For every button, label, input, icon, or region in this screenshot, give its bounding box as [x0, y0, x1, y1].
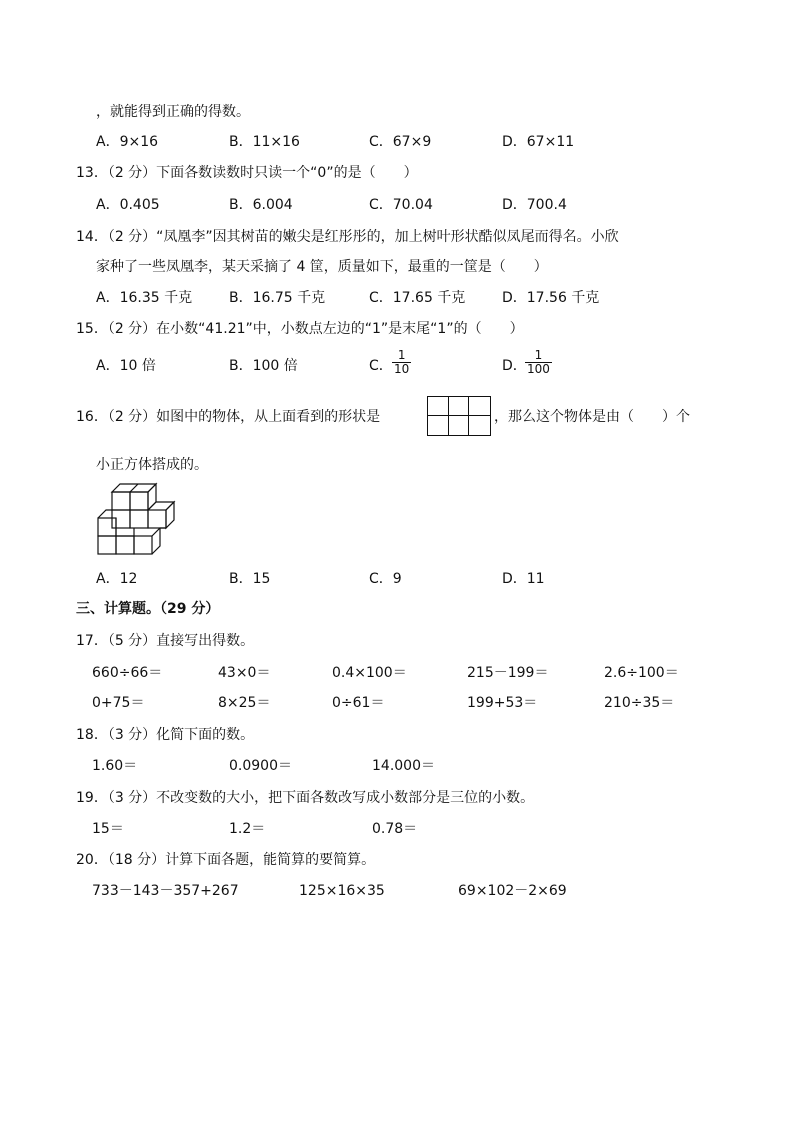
fraction-denominator: 10	[394, 362, 410, 376]
q12-option-a: A．9×16	[96, 134, 159, 150]
q18-item: 0.0900＝	[229, 758, 292, 774]
q13-stem: 13．（2 分）下面各数读数时只读一个“0”的是（ ）	[76, 165, 418, 181]
q16-option-c: C．9	[369, 571, 402, 587]
q18-item: 14.000＝	[372, 758, 435, 774]
q15-option-d-label: D．	[502, 358, 527, 374]
q20-item: 125×16×35	[299, 883, 385, 899]
q14-option-b: B．16.75 千克	[229, 290, 326, 306]
q17-item: 0.4×100＝	[332, 665, 407, 681]
fraction-denominator: 100	[527, 362, 550, 376]
q15-option-b: B．100 倍	[229, 358, 298, 374]
q19-item: 1.2＝	[229, 821, 266, 837]
q15-option-d-fraction	[525, 349, 552, 376]
q20-stem: 20．（18 分）计算下面各题，能简算的要简算。	[76, 852, 376, 868]
q12-option-d: D．67×11	[502, 134, 575, 150]
q13-option-c: C．70.04	[369, 197, 433, 213]
q20-item: 69×102－2×69	[458, 883, 567, 899]
q17-item: 43×0＝	[218, 665, 271, 681]
q13-option-d: D．700.4	[502, 197, 567, 213]
q19-stem: 19．（3 分）不改变数的大小，把下面各数改写成小数部分是三位的小数。	[76, 790, 535, 806]
q14-stem-line1: 14．（2 分）“凤凰李”因其树苗的嫩尖是红彤彤的，加上树叶形状酷似凤尾而得名。小欣	[76, 229, 619, 245]
q17-item: 215－199＝	[467, 665, 549, 681]
q14-option-c: C．17.65 千克	[369, 290, 466, 306]
q15-option-a: A．10 倍	[96, 358, 156, 374]
q16-option-b: B．15	[229, 571, 271, 587]
q17-item: 0÷61＝	[332, 695, 385, 711]
q13-option-a: A．0.405	[96, 197, 160, 213]
question-continuation: ，就能得到正确的得数。	[96, 104, 250, 120]
q17-item: 210÷35＝	[604, 695, 675, 711]
q16-option-d: D．11	[502, 571, 545, 587]
fraction-numerator: 1	[397, 348, 406, 362]
q17-item: 199+53＝	[467, 695, 538, 711]
q12-option-b: B．11×16	[229, 134, 300, 150]
q17-item: 8×25＝	[218, 695, 271, 711]
section-heading: 三、计算题。（29 分）	[76, 601, 220, 617]
q17-stem: 17．（5 分）直接写出得数。	[76, 633, 255, 649]
fraction-numerator: 1	[534, 348, 543, 362]
q16-stem-line2: 小正方体搭成的。	[96, 457, 208, 473]
q17-item: 0+75＝	[92, 695, 145, 711]
q13-option-b: B．6.004	[229, 197, 293, 213]
q14-stem-line2: 家种了一些凤凰李，某天采摘了 4 筐，质量如下，最重的一筐是（ ）	[96, 259, 548, 275]
top-view-figure	[427, 396, 491, 436]
q19-item: 15＝	[92, 821, 124, 837]
q20-item: 733－143－357+267	[92, 883, 239, 899]
q14-option-a: A．16.35 千克	[96, 290, 193, 306]
q12-option-c: C．67×9	[369, 134, 432, 150]
q16-stem-part1: 16．（2 分）如图中的物体，从上面看到的形状是	[76, 409, 381, 425]
q18-item: 1.60＝	[92, 758, 138, 774]
q16-stem-part2: ，那么这个物体是由（ ）个	[494, 409, 690, 425]
q15-stem: 15．（2 分）在小数“41.21”中，小数点左边的“1”是末尾“1”的（ ）	[76, 321, 524, 337]
cube-stack-figure	[96, 482, 178, 558]
q14-option-d: D．17.56 千克	[502, 290, 600, 306]
q16-option-a: A．12	[96, 571, 138, 587]
q17-item: 660÷66＝	[92, 665, 163, 681]
q15-option-c-label: C．	[369, 358, 393, 374]
q18-stem: 18．（3 分）化简下面的数。	[76, 727, 255, 743]
q19-item: 0.78＝	[372, 821, 418, 837]
q17-item: 2.6÷100＝	[604, 665, 679, 681]
q15-option-c-fraction	[392, 349, 411, 376]
